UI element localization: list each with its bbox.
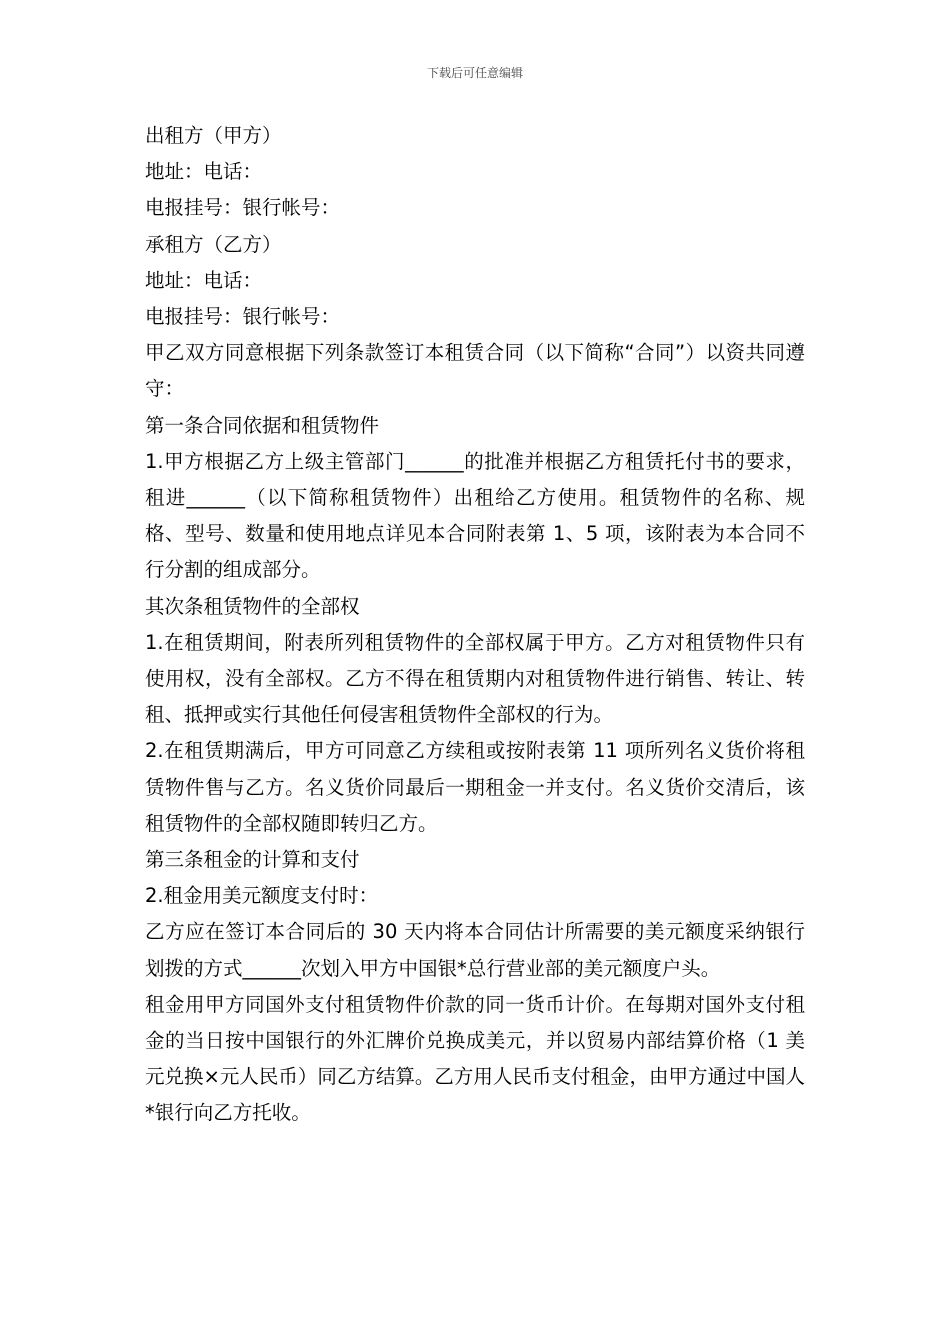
article1-paragraph-1: 1.甲方根据乙方上级主管部门______的批准并根据乙方租赁托付书的要求，租进______（以下简称租赁物件）出租给乙方使用。租赁物件的名称、规格、型号、数量和使用地点详见本合同附表第 1、5 项，该附表为本合同不行分割的组成部分。 bbox=[145, 449, 805, 582]
article3-subheading: 2.租金用美元额度支付时： bbox=[145, 884, 379, 908]
intro-paragraph: 甲乙双方同意根据下列条款签订本租赁合同（以下简称“合同”）以资共同遵守： bbox=[145, 341, 805, 401]
article2-title: 其次条租赁物件的全部权 bbox=[145, 594, 360, 618]
lessee-heading: 承租方（乙方） bbox=[145, 232, 282, 256]
lessee-address-phone: 地址：电话： bbox=[145, 268, 263, 292]
lessor-heading: 出租方（甲方） bbox=[145, 124, 282, 147]
article3-title: 第三条租金的计算和支付 bbox=[145, 848, 360, 872]
contract-body bbox=[145, 118, 805, 1132]
article3-paragraph-1: 乙方应在签订本合同后的 30 天内将本合同估计所需要的美元额度采纳银行划拨的方式______次划入甲方中国银*总行营业部的美元额度户头。 bbox=[145, 920, 805, 980]
lessor-telegraph-bank: 电报挂号：银行帐号： bbox=[145, 196, 341, 220]
article3-paragraph-2: 租金用甲方同国外支付租赁物件价款的同一货币计价。在每期对国外支付租金的当日按中国银行的外汇牌价兑换成美元，并以贸易内部结算价格（1 美元兑换×元人民币）同乙方结算。乙方用人民币支付租金，由甲方通过中国人*银行向乙方托收。 bbox=[145, 992, 805, 1125]
lessee-telegraph-bank: 电报挂号：银行帐号： bbox=[145, 305, 341, 329]
lessor-address-phone: 地址：电话： bbox=[145, 160, 263, 184]
article2-paragraph-1: 1.在租赁期间，附表所列租赁物件的全部权属于甲方。乙方对租赁物件只有使用权，没有全部权。乙方不得在租赁期内对租赁物件进行销售、转让、转租、抵押或实行其他任何侵害租赁物件全部权的行为。 bbox=[145, 630, 805, 727]
article1-title: 第一条合同依据和租赁物件 bbox=[145, 413, 380, 437]
header-note: 下载后可任意编辑 bbox=[426, 66, 523, 80]
article2-paragraph-2: 2.在租赁期满后，甲方可同意乙方续租或按附表第 11 项所列名义货价将租赁物件售与乙方。名义货价同最后一期租金一并支付。名义货价交清后，该租赁物件的全部权随即转归乙方。 bbox=[145, 739, 805, 835]
